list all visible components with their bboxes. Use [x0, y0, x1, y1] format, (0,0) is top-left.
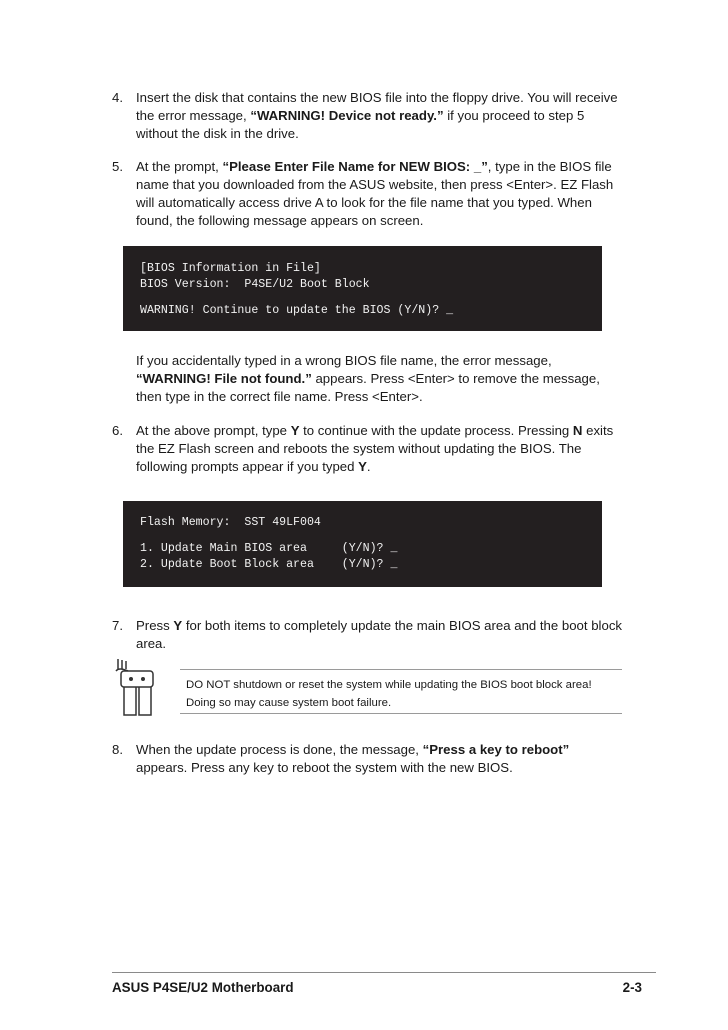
key-y: Y — [173, 618, 183, 633]
step-text — [136, 741, 622, 777]
bios-info-screen — [123, 246, 602, 331]
text-run: appears. Press <Enter> to remove the message, then type in the correct file name. Press <Enter>. — [136, 371, 600, 404]
text-run: If you accidentally typed in a wrong BIOS file name, the error message, — [136, 353, 552, 368]
terminal-line: Flash Memory: SST 49LF004 — [140, 516, 321, 529]
text-run: At the prompt, — [136, 159, 223, 174]
error-message-text: “WARNING! File not found.” — [136, 371, 312, 386]
terminal-line: BIOS Version: P4SE/U2 Boot Block — [140, 278, 370, 291]
step-number: 4. — [112, 90, 123, 105]
terminal-line: 2. Update Boot Block area (Y/N)? _ — [140, 558, 398, 571]
step-number: 6. — [112, 423, 123, 438]
text-run: , type in the BIOS file name that you downloaded from the ASUS website, then press <Enter>. EZ Flash will automatically access drive A to look for the file name that you typed. When found, the following message appears on screen. — [136, 159, 614, 228]
step-8 — [112, 741, 622, 777]
text-run: When the update process is done, the message, — [136, 742, 423, 757]
text-run: to continue with the update process. Pressing — [299, 423, 573, 438]
note-top-rule — [180, 669, 622, 670]
step-4 — [112, 89, 622, 143]
error-message-text: “WARNING! Device not ready.” — [250, 108, 444, 123]
text-run: exits the EZ Flash screen and reboots the system without updating the BIOS. The following prompts appear if you typed — [136, 423, 614, 474]
terminal-line: 1. Update Main BIOS area (Y/N)? _ — [140, 542, 398, 555]
note-bottom-rule — [180, 713, 622, 714]
step-number: 7. — [112, 618, 123, 633]
warning-hand-icon — [113, 657, 159, 717]
footer-title: ASUS P4SE/U2 Motherboard — [112, 980, 294, 995]
warning-hand-icon — [113, 657, 159, 717]
text-run: At the above prompt, type — [136, 423, 291, 438]
step-7 — [112, 617, 622, 653]
step-5 — [112, 158, 622, 230]
step-text — [136, 89, 622, 143]
key-y: Y — [358, 459, 367, 474]
text-run: . — [366, 459, 371, 474]
step-text — [136, 158, 622, 230]
text-run: if you proceed to step 5 without the disk in the drive. — [136, 108, 585, 141]
step-5-followup — [136, 352, 622, 406]
flash-memory-screen — [123, 501, 602, 587]
text-run: Press — [136, 618, 174, 633]
warning-note-text: DO NOT shutdown or reset the system while updating the BIOS boot block area! Doing so may cause system boot failure. — [186, 679, 592, 709]
reboot-message-text: “Press a key to reboot” — [422, 742, 570, 757]
step-text — [136, 422, 622, 476]
text-run: Insert the disk that contains the new BIOS file into the floppy drive. You will receive the error message, — [136, 90, 618, 123]
prompt-text: “Please Enter File Name for NEW BIOS: _” — [222, 159, 488, 174]
text-run: appears. Press any key to reboot the system with the new BIOS. — [136, 760, 513, 775]
step-text — [136, 617, 622, 653]
terminal-line: WARNING! Continue to update the BIOS (Y/N)? _ — [140, 304, 454, 317]
key-n: N — [572, 423, 583, 438]
terminal-line: [BIOS Information in File] — [140, 262, 321, 275]
page-number: 2-3 — [622, 980, 642, 995]
step-number: 5. — [112, 159, 123, 174]
text-run: for both items to completely update the main BIOS area and the boot block area. — [136, 618, 623, 651]
step-number: 8. — [112, 742, 123, 757]
step-6 — [112, 422, 622, 476]
key-y: Y — [290, 423, 300, 438]
footer-rule — [112, 972, 656, 973]
